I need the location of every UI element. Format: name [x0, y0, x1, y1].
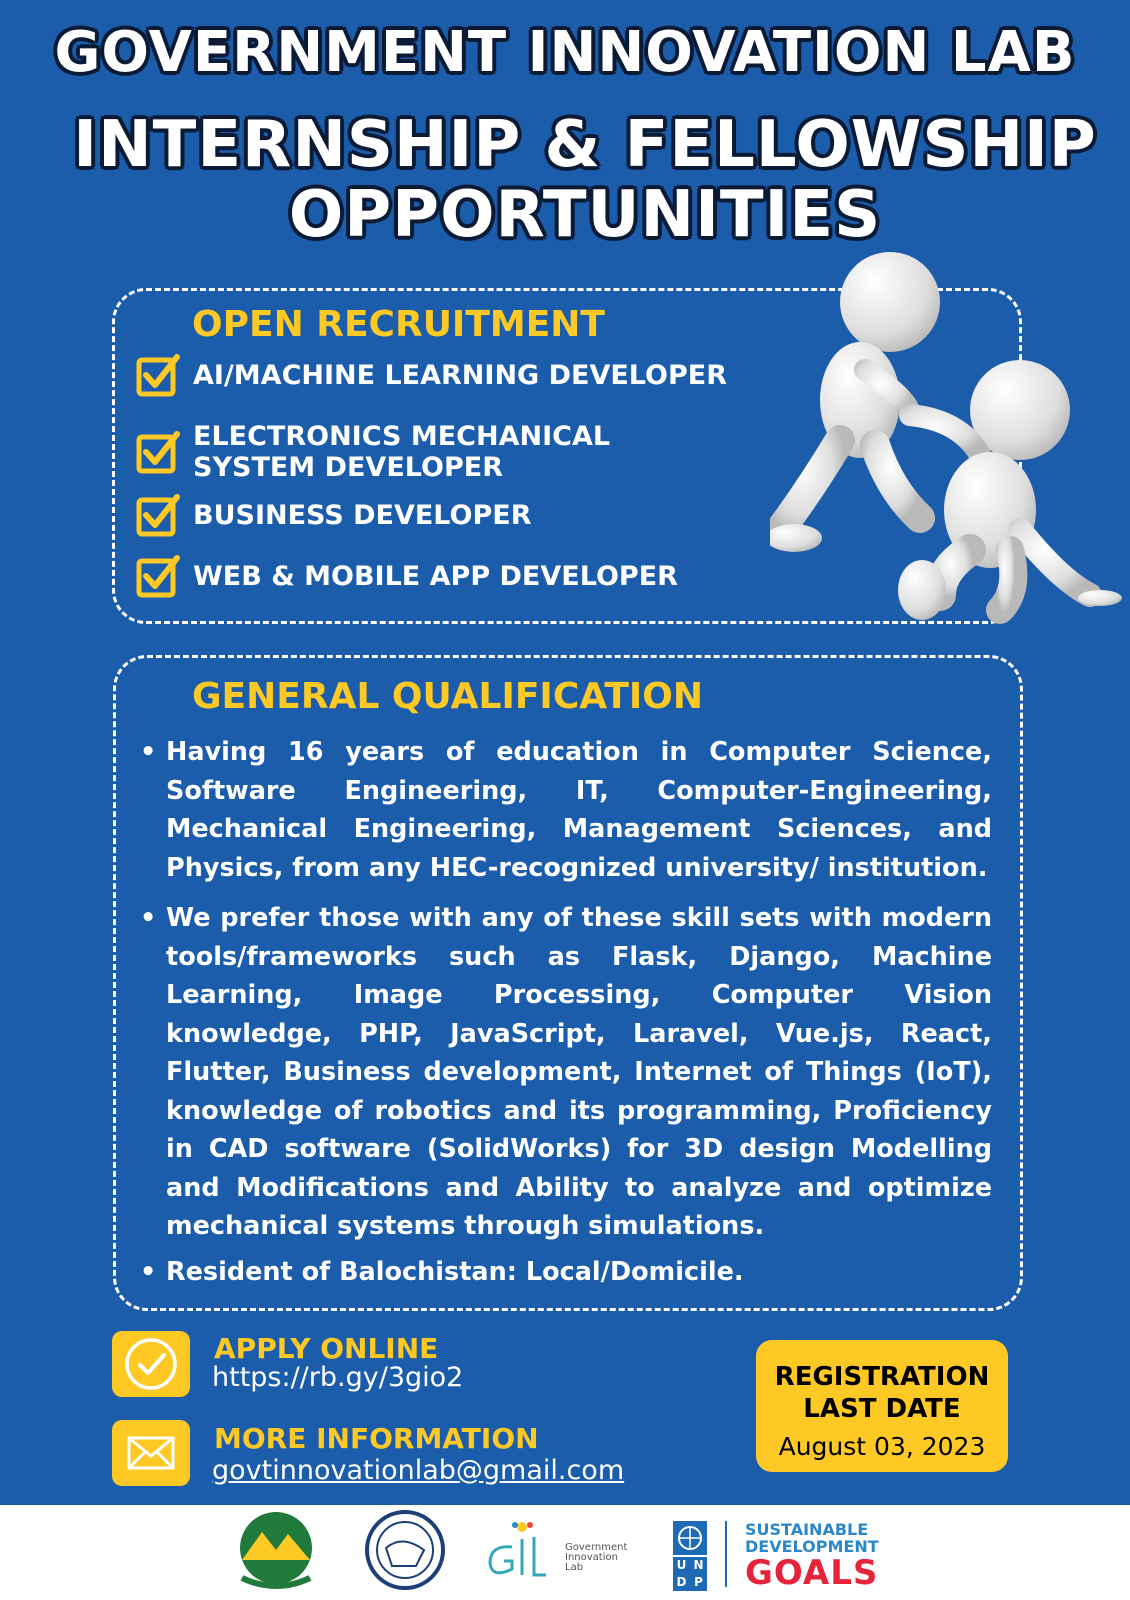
checkbox-icon — [135, 429, 181, 475]
info-icon-box — [112, 1420, 190, 1486]
info-label: MORE INFORMATION — [214, 1422, 539, 1455]
job-item — [135, 553, 678, 599]
info-email[interactable]: govtinnovationlab@gmail.com — [212, 1455, 625, 1486]
job-item — [135, 492, 532, 538]
bullet-icon: • — [140, 737, 157, 767]
qualification-text: We prefer those with any of these skill sets with modern tools/frameworks such as Flask, Django, Machine Learning, Image Processing, Computer Vision knowledge, PHP, JavaScript, Laravel, Vue.js, React, Flutter, Business development, Internet of Things (IoT), knowledge of robotics and its programming, Proficiency in CAD software (SolidWorks) for 3D design Modelling and Modifications and Ability to analyze and optimize mechanical systems through simulations. — [166, 903, 992, 1241]
un-emblem-icon — [673, 1521, 707, 1555]
sdg-line2: DEVELOPMENT — [745, 1537, 879, 1556]
job-item — [135, 421, 610, 483]
qualification-item — [140, 733, 992, 887]
registration-box — [756, 1340, 1008, 1472]
qualification-item — [140, 1253, 992, 1292]
checkbox-icon — [135, 352, 181, 398]
sdg-line3: GOALS — [745, 1553, 879, 1593]
job-label: ELECTRONICS MECHANICAL SYSTEM DEVELOPER — [193, 421, 611, 483]
headline-opportunities: OPPORTUNITIES — [288, 178, 882, 252]
apply-url[interactable]: https://rb.gy/3gio2 — [212, 1362, 464, 1393]
apply-icon-box — [112, 1331, 190, 1397]
job-label: AI/MACHINE LEARNING DEVELOPER — [193, 359, 728, 391]
figures-illustration — [770, 250, 1130, 630]
bullet-icon: • — [140, 1257, 157, 1287]
apply-label: APPLY ONLINE — [214, 1332, 439, 1365]
gil-logo-text: Government Innovation Lab — [565, 1542, 628, 1573]
job-item — [135, 352, 727, 398]
sdg-line1: SUSTAINABLE — [745, 1520, 869, 1539]
headline-program: INTERNSHIP & FELLOWSHIP — [73, 108, 1097, 182]
checkbox-icon — [135, 553, 181, 599]
registration-date: August 03, 2023 — [778, 1432, 986, 1461]
qualification-item — [140, 899, 992, 1246]
qualification-text: Resident of Balochistan: Local/Domicile. — [166, 1257, 744, 1287]
undp-letter: P — [690, 1574, 707, 1591]
university-seal-logo — [362, 1508, 448, 1596]
envelope-icon — [112, 1420, 190, 1486]
undp-letter: N — [690, 1557, 707, 1574]
registration-subtitle: LAST DATE — [803, 1394, 961, 1424]
balochistan-govt-logo — [228, 1508, 324, 1596]
qualification-text: Having 16 years of education in Computer Science, Software Engineering, IT, Computer-Engineering, Mechanical Engineering, Management Sciences, and Physics, from any HEC-recognized university/ institution. — [166, 737, 992, 883]
footer-divider — [725, 1521, 727, 1587]
footer-logos — [0, 1505, 1130, 1600]
undp-letters — [673, 1557, 707, 1591]
undp-letter: D — [673, 1574, 690, 1591]
headline-org: GOVERNMENT INNOVATION LAB — [54, 20, 1076, 85]
registration-title: REGISTRATION — [774, 1362, 990, 1392]
undp-letter: U — [673, 1557, 690, 1574]
qualification-title: GENERAL QUALIFICATION — [192, 676, 703, 717]
job-label: WEB & MOBILE APP DEVELOPER — [193, 560, 678, 592]
job-label: BUSINESS DEVELOPER — [193, 499, 532, 531]
bullet-icon: • — [140, 903, 157, 933]
recruitment-title: OPEN RECRUITMENT — [192, 304, 605, 345]
check-circle-icon — [112, 1331, 190, 1397]
gil-logo — [482, 1517, 562, 1587]
checkbox-icon — [135, 492, 181, 538]
